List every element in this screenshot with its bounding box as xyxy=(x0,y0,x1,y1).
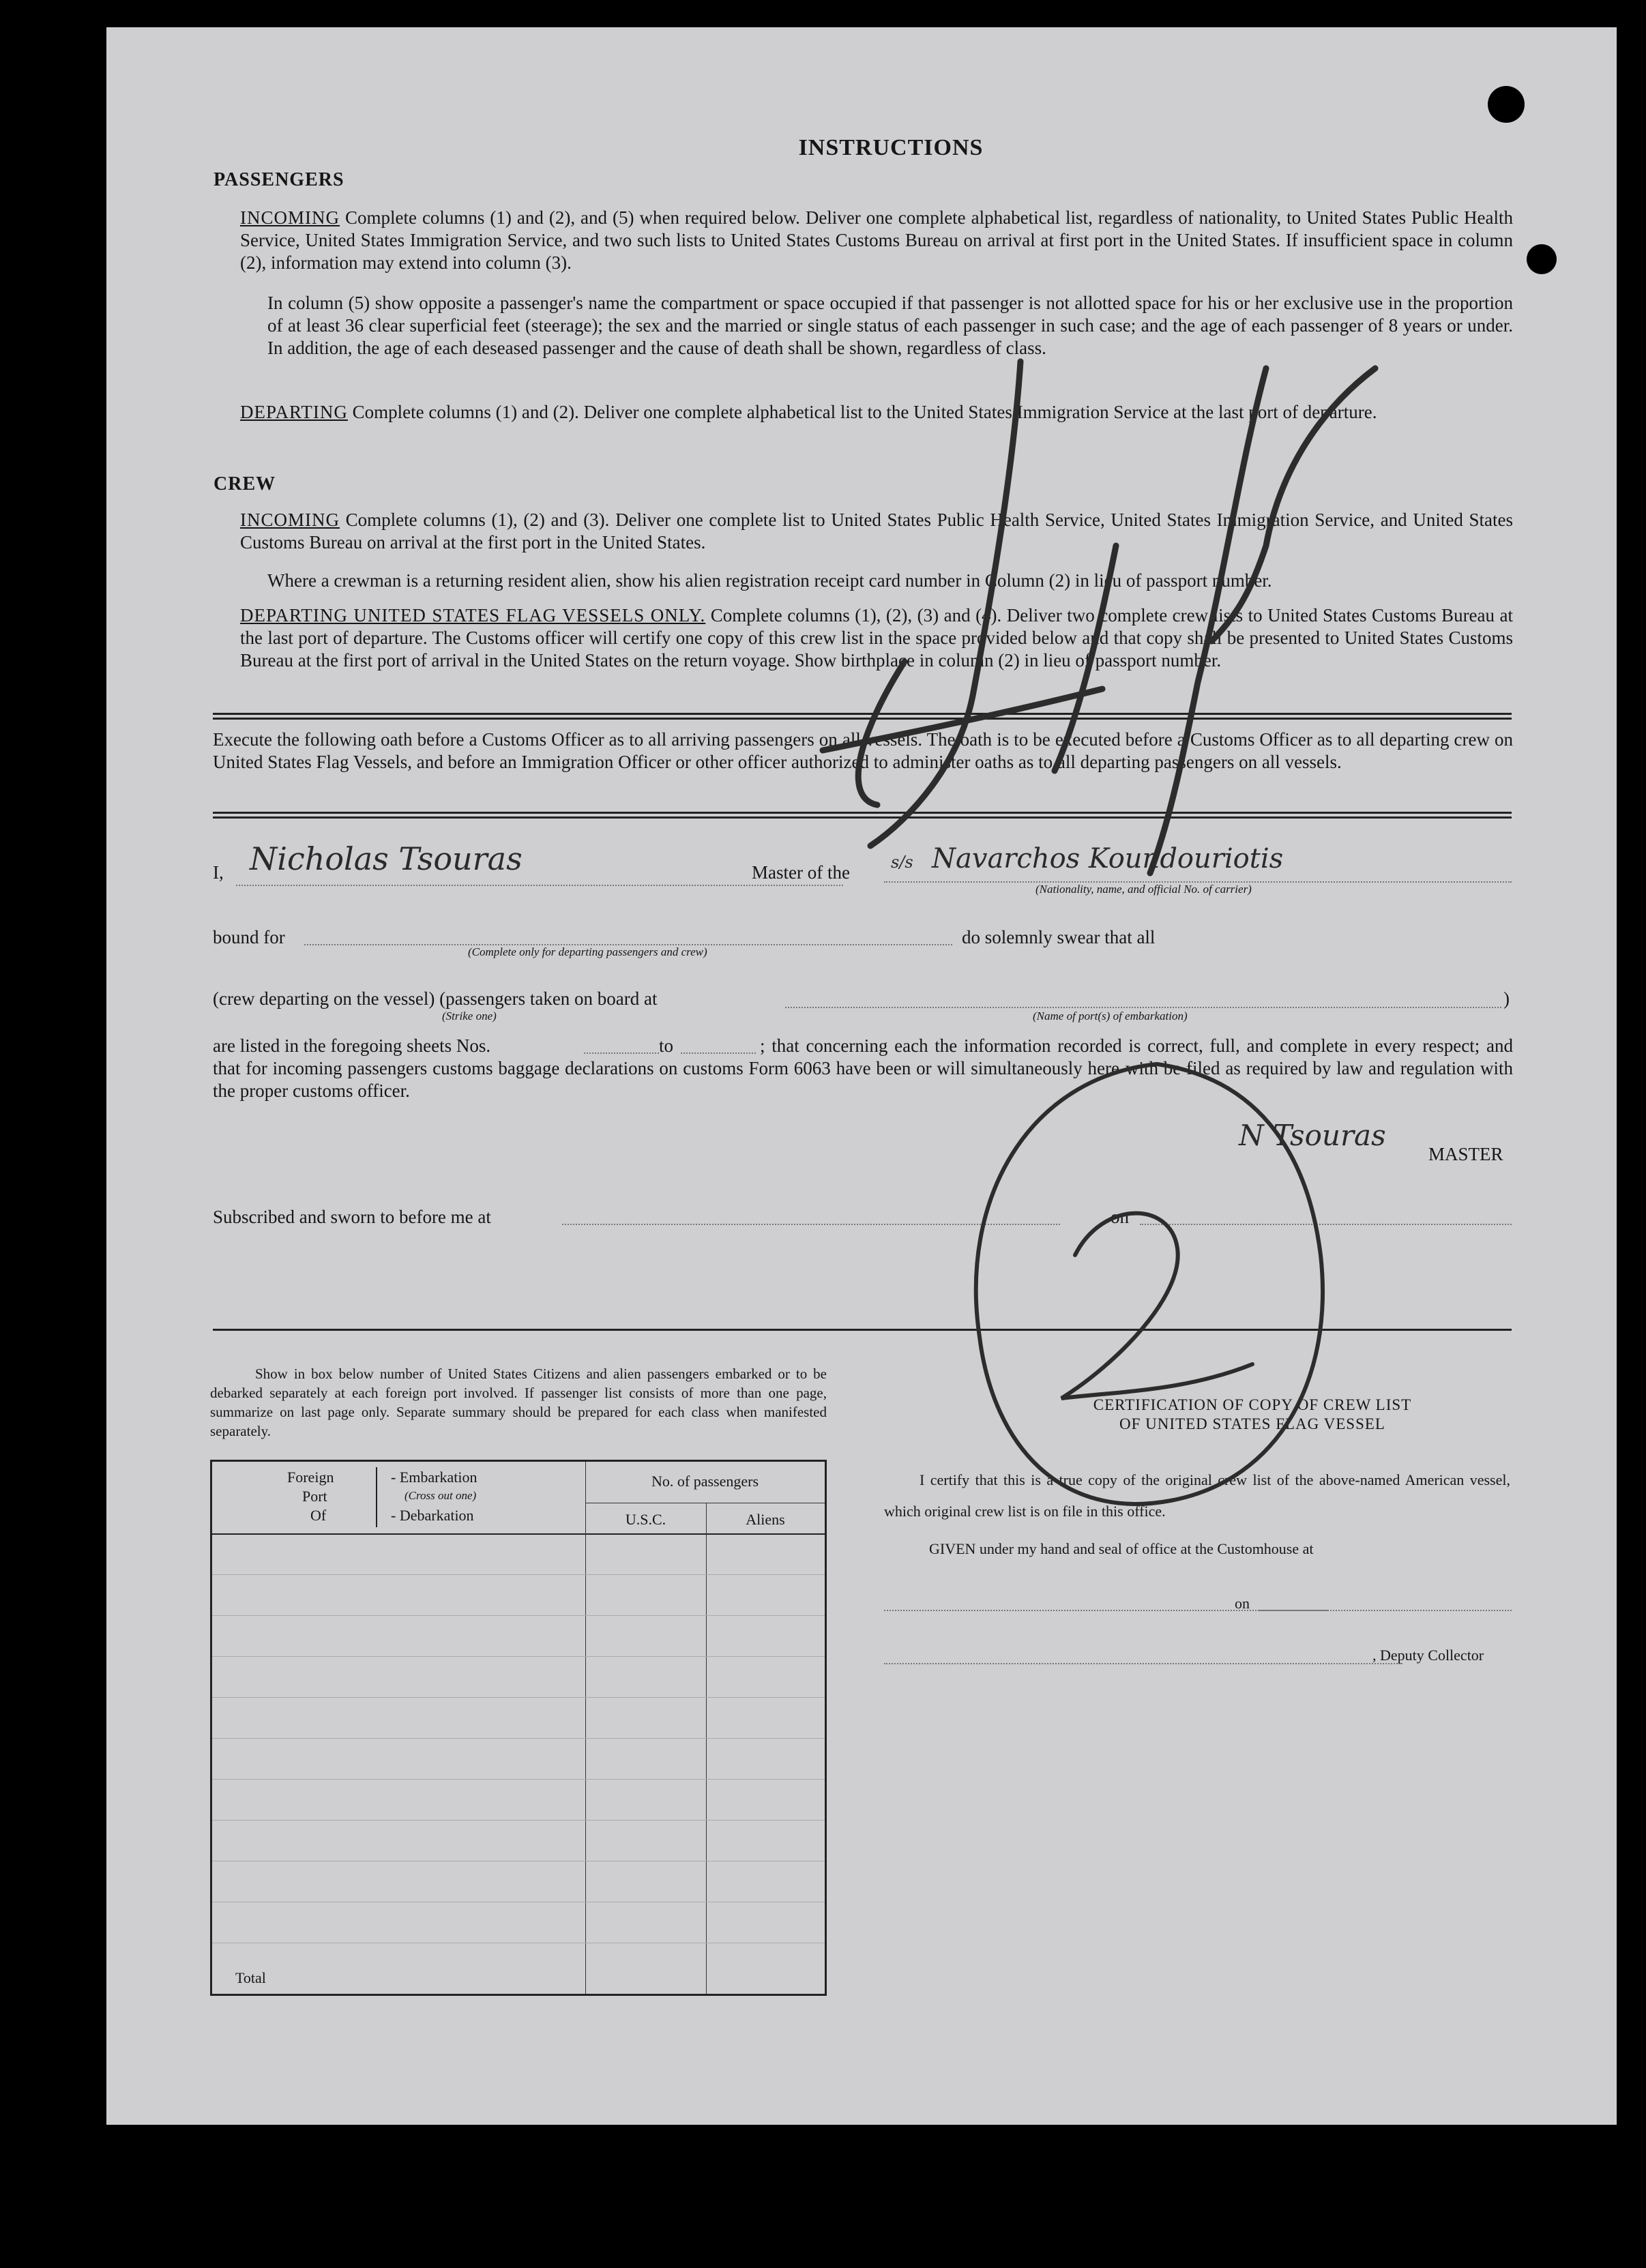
certify-text: I certify that this is a true copy of the original crew list of the above-named American vessel, which original crew list is on file in this office. xyxy=(884,1471,1510,1520)
passengers-incoming-label: INCOMING xyxy=(240,207,340,228)
listed-start: are listed in the foregoing sheets Nos. xyxy=(213,1035,491,1056)
swear-label: do solemnly swear that all xyxy=(962,927,1156,947)
oath-instructions: Execute the following oath before a Customs Officer as to all arriving passengers on all vessels. The oath is to be executed before a Customs Officer as to all departing crew on United States Flag Vessels, and before an Immigration Officer or other officer authorized to administer oaths as to all departing passengers on all vessels. xyxy=(213,729,1513,772)
page-title: INSTRUCTIONS xyxy=(798,135,984,160)
circled-number-mark xyxy=(976,1064,1323,1504)
crayon-stroke-6 xyxy=(823,689,1102,750)
debarkation-label: - Debarkation xyxy=(391,1507,474,1524)
certification-title-2: OF UNITED STATES FLAG VESSEL xyxy=(1119,1415,1385,1432)
to-label: to xyxy=(659,1035,674,1056)
master-of-label: Master of the xyxy=(752,862,850,883)
close-paren: ) xyxy=(1503,988,1510,1009)
number-two-stroke xyxy=(1061,1213,1252,1398)
certification-on-label: on xyxy=(1235,1595,1250,1612)
vessel-name-handwritten: Navarchos Koundouriotis xyxy=(932,843,1284,874)
passengers-incoming-text: Complete columns (1) and (2), and (5) when required below. Deliver one complete alphabetical list, regardless of nationality, to United States Public Health Service, United States Immigration Service, and two such lists to United States Customs Bureau on arrival at first port in the United States. If insufficient space in column (2), information may extend into column (3). xyxy=(240,207,1513,273)
port-label: Port xyxy=(302,1488,327,1505)
crew-incoming-text: Complete columns (1), (2) and (3). Deliver one complete list to United States Public Health Service, United States Immigration Service, and United States Customs Bureau on arrival at the first port in the United States. xyxy=(240,510,1514,553)
crew-heading: CREW xyxy=(214,473,276,495)
ports-caption: (Name of port(s) of embarkation) xyxy=(1033,1010,1188,1022)
total-label: Total xyxy=(235,1969,266,1986)
strike-one-caption: (Strike one) xyxy=(442,1010,497,1022)
passengers-departing-label: DEPARTING xyxy=(240,402,348,422)
certification-title-1: CERTIFICATION OF COPY OF CREW LIST xyxy=(1093,1396,1412,1413)
document-sheet xyxy=(106,27,1617,2125)
listed-rest: ; that concerning each the information recorded is correct, full, and complete in every respect; and that for incoming passengers customs baggage declarations on customs Form 6063 have been or will simultaneously here-with be filed as required by law and regulation with the proper customs officer. xyxy=(213,1035,1513,1101)
subscribed-on-label: on xyxy=(1111,1207,1129,1227)
pencil-mark-overlay xyxy=(106,27,1617,2125)
cross-out-caption: (Cross out one) xyxy=(405,1489,477,1502)
crew-incoming-label: INCOMING xyxy=(240,510,340,530)
of-label: Of xyxy=(310,1507,327,1524)
passengers-heading: PASSENGERS xyxy=(214,169,344,190)
master-name-handwritten: Nicholas Tsouras xyxy=(250,840,523,877)
master-label: MASTER xyxy=(1428,1144,1503,1164)
bound-for-label: bound for xyxy=(213,927,285,947)
crayon-index-mark xyxy=(823,362,1375,873)
usc-header: U.S.C. xyxy=(625,1511,666,1528)
given-text: GIVEN under my hand and seal of office at the Customhouse at xyxy=(929,1540,1314,1557)
oath-i-label: I, xyxy=(213,862,224,883)
passengers-departing-text: Complete columns (1) and (2). Deliver one complete alphabetical list to the United States Immigration Service at the last port of departure. xyxy=(352,402,1377,422)
crew-departing-label: DEPARTING UNITED STATES FLAG VESSELS ONLY. xyxy=(240,605,706,625)
embarkation-label: - Embarkation xyxy=(391,1469,477,1486)
vessel-prefix-handwritten: s/s xyxy=(891,853,913,872)
crayon-stroke-4 xyxy=(1150,368,1266,873)
circle-stroke xyxy=(976,1064,1323,1504)
vessel-caption: (Nationality, name, and official No. of carrier) xyxy=(1035,883,1252,896)
subscribed-label: Subscribed and sworn to before me at xyxy=(213,1207,491,1227)
passengers-column5-paragraph: In column (5) show opposite a passenger's name the compartment or space occupied if that passenger is not allotted space for his or her exclusive use in the proportion of at least 36 clear superficial feet (steerage); the sex and the married or single status of each passenger in such case; and the age of each passenger of 8 years or under. In addition, the age of each deseased passenger and the cause of death shall be shown, regardless of class. xyxy=(267,293,1513,358)
crew-passengers-label: (crew departing on the vessel) (passengers taken on board at xyxy=(213,988,658,1009)
summary-note: Show in box below number of United States Citizens and alien passengers embarked or to be debarked separately at each foreign port involved. If passenger list consists of more than one page, summarize on last page only. Separate summary should be prepared for each class when manifested separately. xyxy=(210,1366,827,1439)
master-signature: N Tsouras xyxy=(1239,1119,1386,1152)
no-passengers-header: No. of passengers xyxy=(651,1473,759,1490)
deputy-collector-label: , Deputy Collector xyxy=(1372,1647,1484,1664)
crayon-stroke-3 xyxy=(1055,546,1116,771)
foreign-label: Foreign xyxy=(287,1469,334,1486)
aliens-header: Aliens xyxy=(746,1511,785,1528)
crayon-stroke-1 xyxy=(870,362,1020,846)
crew-resident-paragraph: Where a crewman is a returning resident alien, show his alien registration receipt card number in Column (2) in lieu of passport number. xyxy=(267,570,1272,591)
crew-departing-text: Complete columns (1), (2), (3) and (4). Deliver two complete crew lists to United States Customs Bureau at the last port of departure. The Customs officer will certify one copy of this crew list in the space provided below and that copy shall be presented to United States Customs Bureau at the first port of arrival in the United States on the return voyage. Show birthplace in column (2) in lieu of passport number. xyxy=(240,605,1513,671)
bound-for-caption: (Complete only for departing passengers and crew) xyxy=(468,945,707,958)
